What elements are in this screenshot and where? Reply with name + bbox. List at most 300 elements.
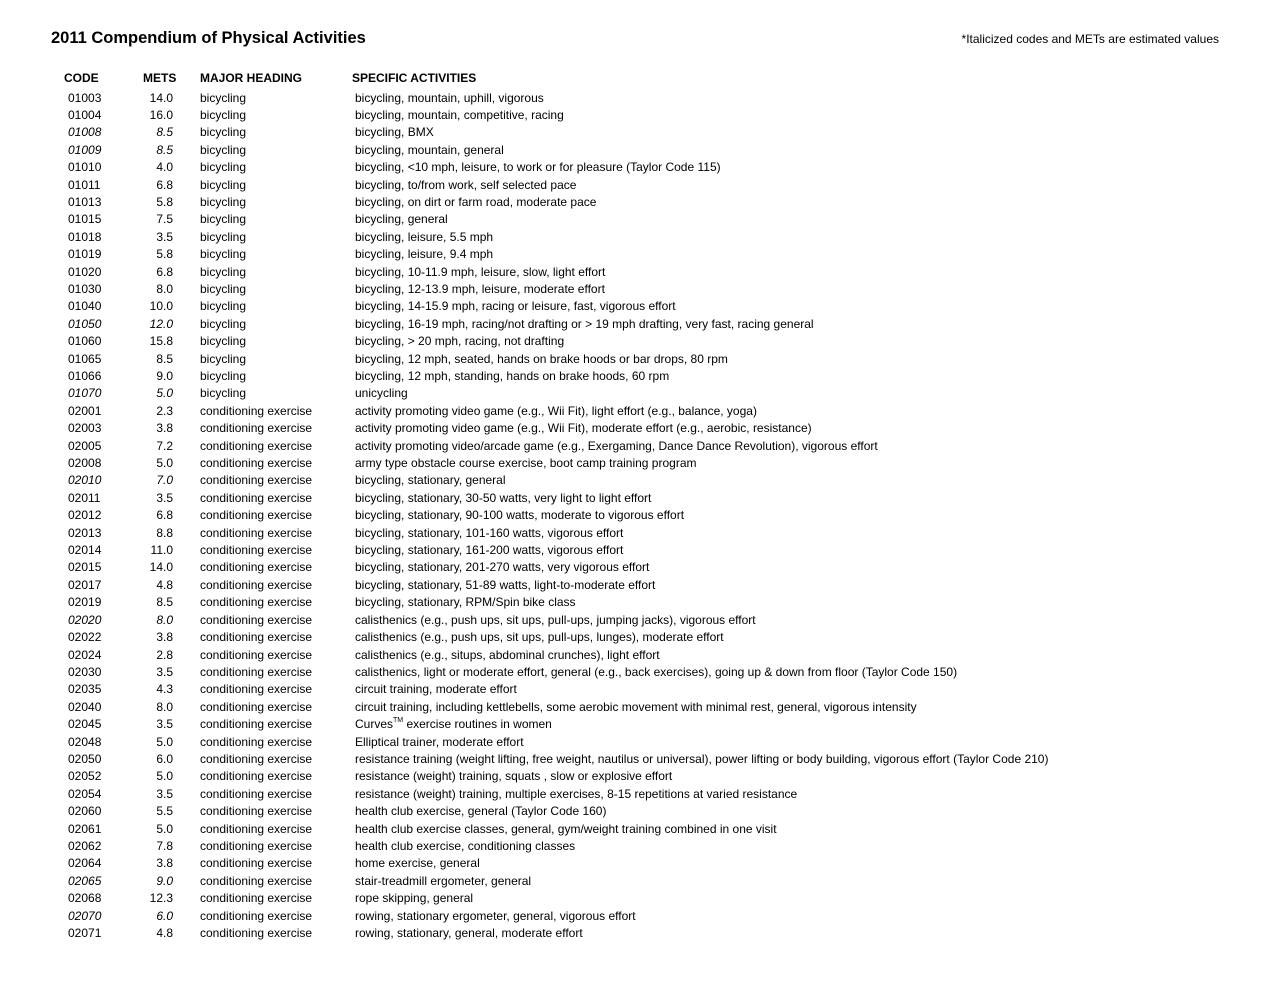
activity-table-body: [0, 90, 1280, 943]
column-header-mets: METS: [143, 71, 177, 85]
specific-activity-text: army type obstacle course exercise, boot camp training program: [355, 456, 697, 471]
major-heading: conditioning exercise: [200, 490, 313, 505]
major-heading: conditioning exercise: [200, 525, 313, 540]
major-heading: conditioning exercise: [200, 438, 313, 453]
specific-activity: [355, 194, 596, 211]
specific-activity: [355, 420, 812, 437]
major-heading: conditioning exercise: [200, 595, 313, 610]
specific-activity: [355, 716, 552, 733]
table-row: [0, 472, 1280, 489]
major-heading: conditioning exercise: [200, 717, 313, 732]
mets-value: 5.0: [156, 456, 173, 471]
specific-activity-text: unicycling: [355, 386, 408, 401]
major-heading: conditioning exercise: [200, 612, 313, 627]
major-heading: bicycling: [200, 194, 247, 209]
mets-value: 3.5: [156, 490, 173, 505]
specific-activity: [355, 298, 676, 315]
table-row: [0, 594, 1280, 611]
column-header-specific-activities: SPECIFIC ACTIVITIES: [352, 71, 477, 85]
table-row: [0, 142, 1280, 159]
table-row: [0, 786, 1280, 803]
specific-activity-text: activity promoting video game (e.g., Wii Fit), light effort (e.g., balance, yoga): [355, 403, 757, 418]
specific-activity-text: Curves: [355, 717, 394, 732]
specific-activity: [355, 281, 605, 298]
specific-activity: [355, 594, 576, 611]
major-heading: conditioning exercise: [200, 421, 313, 436]
table-row: [0, 264, 1280, 281]
activity-code: 01019: [68, 247, 102, 262]
specific-activity: [355, 264, 605, 281]
table-row: [0, 316, 1280, 333]
specific-activity: [355, 246, 493, 263]
specific-activity-text: health club exercise, general (Taylor Code 160): [355, 804, 607, 819]
table-row: [0, 629, 1280, 646]
specific-activity: [355, 490, 651, 507]
specific-activity-text: circuit training, including kettlebells, some aerobic movement with minimal rest, general, vigorous intensity: [355, 699, 917, 714]
mets-value: 8.5: [156, 351, 173, 366]
table-row: [0, 351, 1280, 368]
mets-value: 5.5: [156, 804, 173, 819]
specific-activity-text: resistance (weight) training, multiple exercises, 8-15 repetitions at varied resistance: [355, 786, 798, 801]
table-row: [0, 768, 1280, 785]
specific-activity-text: bicycling, on dirt or farm road, moderate pace: [355, 194, 597, 209]
table-row: [0, 281, 1280, 298]
mets-value: 15.8: [149, 334, 173, 349]
mets-value: 6.8: [156, 177, 173, 192]
activity-code: 02071: [68, 926, 102, 940]
activity-code: 02014: [68, 543, 102, 558]
table-row: [0, 438, 1280, 455]
major-heading: conditioning exercise: [200, 699, 313, 714]
table-row: [0, 420, 1280, 437]
major-heading: conditioning exercise: [200, 908, 313, 923]
specific-activity: [355, 159, 721, 176]
mets-value: 14.0: [149, 560, 173, 575]
activity-code: 01066: [68, 369, 102, 383]
table-row: [0, 664, 1280, 681]
specific-activity-text: bicycling, general: [355, 212, 448, 227]
major-heading: bicycling: [200, 90, 247, 105]
estimated-values-note: *Italicized codes and METs are estimated values: [961, 32, 1219, 46]
specific-activity: [355, 124, 434, 141]
specific-activity-text: bicycling, stationary, 90-100 watts, moderate to vigorous effort: [355, 508, 685, 523]
table-row: [0, 298, 1280, 315]
activity-code: 01015: [68, 212, 102, 227]
specific-activity-text: calisthenics (e.g., push ups, sit ups, pull-ups, lunges), moderate effort: [355, 630, 724, 645]
specific-activity: [355, 142, 504, 159]
activity-code: 02017: [68, 577, 102, 592]
specific-activity: [355, 438, 878, 455]
specific-activity: [355, 664, 957, 681]
mets-value: 3.5: [156, 786, 173, 801]
major-heading: bicycling: [200, 107, 247, 122]
table-row: [0, 403, 1280, 420]
table-row: [0, 716, 1280, 733]
column-header-code: CODE: [64, 71, 99, 85]
major-heading: conditioning exercise: [200, 804, 313, 819]
specific-activity: [355, 177, 576, 194]
specific-activity-text: activity promoting video game (e.g., Wii Fit), moderate effort (e.g., aerobic, resistance): [355, 421, 812, 436]
major-heading: bicycling: [200, 281, 247, 296]
table-row: [0, 559, 1280, 576]
activity-code: 02035: [68, 682, 102, 697]
specific-activity: [355, 908, 636, 925]
table-row: [0, 734, 1280, 751]
major-heading: conditioning exercise: [200, 821, 313, 836]
mets-value: 16.0: [149, 107, 173, 122]
specific-activity: [355, 472, 506, 489]
activity-code: 02040: [68, 699, 102, 714]
activity-code: 02008: [68, 456, 102, 471]
major-heading: conditioning exercise: [200, 647, 313, 662]
activity-code: 02019: [68, 595, 102, 610]
specific-activity: [355, 873, 531, 890]
specific-activity: [355, 699, 917, 716]
activity-code: 02030: [68, 664, 102, 679]
mets-value: 5.0: [156, 769, 173, 784]
activity-code: 02024: [68, 647, 102, 662]
specific-activity: [355, 577, 655, 594]
mets-value: 4.0: [156, 160, 173, 175]
major-heading: bicycling: [200, 299, 247, 314]
table-row: [0, 612, 1280, 629]
specific-activity-text: bicycling, leisure, 5.5 mph: [355, 229, 494, 244]
major-heading: bicycling: [200, 125, 247, 140]
major-heading: bicycling: [200, 351, 247, 366]
specific-activity: [355, 821, 777, 838]
mets-value: 3.8: [156, 856, 173, 871]
activity-code: 01020: [68, 264, 102, 279]
major-heading: bicycling: [200, 316, 247, 331]
mets-value: 6.8: [156, 264, 173, 279]
mets-value: 8.5: [156, 595, 173, 610]
major-heading: conditioning exercise: [200, 456, 313, 471]
major-heading: conditioning exercise: [200, 560, 313, 575]
specific-activity: [355, 925, 583, 942]
activity-code: 02010: [68, 473, 102, 488]
specific-activity-text: bicycling, BMX: [355, 125, 434, 140]
specific-activity: [355, 316, 814, 333]
activity-code: 01060: [68, 334, 102, 349]
table-row: [0, 246, 1280, 263]
specific-activity-text: bicycling, 10-11.9 mph, leisure, slow, light effort: [355, 264, 606, 279]
specific-activity-text: health club exercise, conditioning classes: [355, 838, 576, 853]
specific-activity: [355, 455, 697, 472]
major-heading: conditioning exercise: [200, 838, 313, 853]
table-row: [0, 803, 1280, 820]
activity-code: 02015: [68, 560, 102, 575]
major-heading: conditioning exercise: [200, 751, 313, 766]
specific-activity-text: bicycling, <10 mph, leisure, to work or for pleasure (Taylor Code 115): [355, 160, 721, 175]
table-row: [0, 890, 1280, 907]
specific-activity-text: bicycling, 16-19 mph, racing/not drafting or > 19 mph drafting, very fast, racing general: [355, 316, 814, 331]
major-heading: conditioning exercise: [200, 630, 313, 645]
major-heading: bicycling: [200, 369, 247, 383]
specific-activity: [355, 90, 544, 107]
table-row: [0, 751, 1280, 768]
major-heading: conditioning exercise: [200, 926, 313, 940]
mets-value: 12.0: [149, 316, 173, 331]
specific-activity-text: bicycling, stationary, 101-160 watts, vigorous effort: [355, 525, 624, 540]
table-row: [0, 159, 1280, 176]
major-heading: conditioning exercise: [200, 403, 313, 418]
activity-code: 02068: [68, 891, 102, 906]
specific-activity-text: resistance (weight) training, squats , slow or explosive effort: [355, 769, 673, 784]
activity-code: 02054: [68, 786, 102, 801]
mets-value: 4.3: [156, 682, 173, 697]
specific-activity: [355, 507, 684, 524]
activity-code: 02065: [68, 873, 102, 888]
specific-activity-text: bicycling, mountain, general: [355, 142, 504, 157]
mets-value: 7.8: [156, 838, 173, 853]
mets-value: 7.0: [156, 473, 173, 488]
activity-code: 02052: [68, 769, 102, 784]
mets-value: 3.5: [156, 717, 173, 732]
activity-code: 02070: [68, 908, 102, 923]
major-heading: conditioning exercise: [200, 543, 313, 558]
mets-value: 3.5: [156, 229, 173, 244]
specific-activity-text: bicycling, mountain, uphill, vigorous: [355, 90, 544, 105]
specific-activity: [355, 229, 493, 246]
activity-code: 02061: [68, 821, 102, 836]
activity-code: 01013: [68, 194, 102, 209]
activity-code: 02064: [68, 856, 102, 871]
specific-activity-text: rowing, stationary, general, moderate effort: [355, 926, 583, 940]
mets-value: 5.8: [156, 194, 173, 209]
activity-code: 01040: [68, 299, 102, 314]
specific-activity-text: calisthenics (e.g., push ups, sit ups, pull-ups, jumping jacks), vigorous effort: [355, 612, 756, 627]
specific-activity-text: bicycling, stationary, 201-270 watts, very vigorous effort: [355, 560, 650, 575]
activity-code: 01065: [68, 351, 102, 366]
table-row: [0, 333, 1280, 350]
major-heading: conditioning exercise: [200, 508, 313, 523]
specific-activity: [355, 107, 564, 124]
specific-activity: [355, 647, 660, 664]
mets-value: 4.8: [156, 577, 173, 592]
major-heading: conditioning exercise: [200, 786, 313, 801]
major-heading: conditioning exercise: [200, 664, 313, 679]
table-row: [0, 490, 1280, 507]
specific-activity-text: Elliptical trainer, moderate effort: [355, 734, 524, 749]
specific-activity: [355, 542, 623, 559]
specific-activity: [355, 368, 669, 385]
table-row: [0, 90, 1280, 107]
mets-value: 5.0: [156, 734, 173, 749]
specific-activity-text: calisthenics, light or moderate effort, general (e.g., back exercises), going up & down from floor (Taylor Code 150): [355, 664, 958, 679]
table-row: [0, 385, 1280, 402]
mets-value: 14.0: [149, 90, 173, 105]
activity-code: 01011: [68, 177, 101, 192]
specific-activity-text: bicycling, to/from work, self selected pace: [355, 177, 577, 192]
specific-activity: [355, 803, 606, 820]
activity-code: 02062: [68, 838, 102, 853]
specific-activity: [355, 786, 797, 803]
major-heading: bicycling: [200, 212, 247, 227]
table-row: [0, 124, 1280, 141]
activity-code: 02045: [68, 717, 102, 732]
major-heading: conditioning exercise: [200, 577, 313, 592]
specific-activity: [355, 403, 757, 420]
major-heading: bicycling: [200, 334, 247, 349]
table-row: [0, 229, 1280, 246]
major-heading: bicycling: [200, 264, 247, 279]
activity-code: 01003: [68, 90, 102, 105]
activity-code: 01008: [68, 125, 102, 140]
mets-value: 6.0: [156, 751, 173, 766]
specific-activity-text: circuit training, moderate effort: [355, 682, 517, 697]
activity-code: 02022: [68, 630, 102, 645]
mets-value: 12.3: [149, 891, 173, 906]
major-heading: bicycling: [200, 386, 247, 401]
table-row: [0, 525, 1280, 542]
specific-activity: [355, 525, 623, 542]
specific-activity-text: bicycling, 12 mph, standing, hands on brake hoods, 60 rpm: [355, 369, 670, 383]
activity-code: 02001: [68, 403, 102, 418]
activity-code: 02060: [68, 804, 102, 819]
major-heading: conditioning exercise: [200, 734, 313, 749]
specific-activity: [355, 211, 448, 228]
table-row: [0, 542, 1280, 559]
specific-activity: [355, 855, 480, 872]
specific-activity: [355, 385, 408, 402]
mets-value: 10.0: [149, 299, 173, 314]
activity-code: 02048: [68, 734, 102, 749]
table-row: [0, 368, 1280, 385]
trademark-superscript: TM: [393, 717, 404, 725]
activity-code: 01010: [68, 160, 102, 175]
major-heading: bicycling: [200, 229, 247, 244]
specific-activity-text: bicycling, stationary, RPM/Spin bike class: [355, 595, 576, 610]
major-heading: bicycling: [200, 247, 247, 262]
mets-value: 3.8: [156, 421, 173, 436]
activity-code: 02003: [68, 421, 102, 436]
specific-activity-text: bicycling, 12 mph, seated, hands on brake hoods or bar drops, 80 rpm: [355, 351, 728, 366]
specific-activity-text: health club exercise classes, general, gym/weight training combined in one visit: [355, 821, 777, 836]
table-row: [0, 177, 1280, 194]
specific-activity-text: home exercise, general: [355, 856, 480, 871]
mets-value: 6.0: [156, 908, 173, 923]
table-row: [0, 455, 1280, 472]
major-heading: bicycling: [200, 177, 247, 192]
mets-value: 9.0: [156, 369, 173, 383]
table-row: [0, 577, 1280, 594]
mets-value: 3.5: [156, 664, 173, 679]
table-row: [0, 211, 1280, 228]
table-row: [0, 194, 1280, 211]
table-row: [0, 821, 1280, 838]
specific-activity-text: bicycling, leisure, 9.4 mph: [355, 247, 494, 262]
specific-activity: [355, 768, 672, 785]
activity-code: 01030: [68, 281, 102, 296]
mets-value: 4.8: [156, 926, 173, 940]
specific-activity-text: resistance training (weight lifting, free weight, nautilus or universal), power lifting or body building, vigorous effort (Taylor Code 210): [355, 751, 1049, 766]
mets-value: 9.0: [156, 873, 173, 888]
mets-value: 7.5: [156, 212, 173, 227]
major-heading: conditioning exercise: [200, 682, 313, 697]
table-row: [0, 107, 1280, 124]
specific-activity-text: calisthenics (e.g., situps, abdominal crunches), light effort: [355, 647, 660, 662]
specific-activity: [355, 751, 1048, 768]
mets-value: 8.0: [156, 699, 173, 714]
activity-code: 02011: [68, 490, 101, 505]
activity-code: 01070: [68, 386, 102, 401]
specific-activity-text: rope skipping, general: [355, 891, 474, 906]
activity-code: 02013: [68, 525, 102, 540]
mets-value: 6.8: [156, 508, 173, 523]
specific-activity-text: bicycling, stationary, 51-89 watts, light-to-moderate effort: [355, 577, 656, 592]
specific-activity-text: bicycling, stationary, 161-200 watts, vigorous effort: [355, 543, 624, 558]
specific-activity: [355, 681, 517, 698]
table-row: [0, 681, 1280, 698]
mets-value: 8.0: [156, 281, 173, 296]
mets-value: 7.2: [156, 438, 173, 453]
activity-code: 01018: [68, 229, 102, 244]
activity-code: 02050: [68, 751, 102, 766]
table-row: [0, 838, 1280, 855]
specific-activity-text-continued: exercise routines in women: [403, 717, 552, 732]
specific-activity: [355, 559, 649, 576]
mets-value: 8.0: [156, 612, 173, 627]
activity-code: 02005: [68, 438, 102, 453]
specific-activity: [355, 734, 524, 751]
activity-code: 01004: [68, 107, 102, 122]
specific-activity: [355, 629, 724, 646]
specific-activity-text: bicycling, mountain, competitive, racing: [355, 107, 564, 122]
page-title: 2011 Compendium of Physical Activities: [51, 29, 366, 47]
mets-value: 3.8: [156, 630, 173, 645]
specific-activity-text: bicycling, stationary, general: [355, 473, 506, 488]
specific-activity: [355, 333, 564, 350]
specific-activity-text: stair-treadmill ergometer, general: [355, 873, 532, 888]
mets-value: 8.5: [156, 125, 173, 140]
specific-activity-text: bicycling, 14-15.9 mph, racing or leisure, fast, vigorous effort: [355, 299, 676, 314]
mets-value: 8.5: [156, 142, 173, 157]
specific-activity-text: activity promoting video/arcade game (e.g., Exergaming, Dance Dance Revolution), vigorous effort: [355, 438, 878, 453]
mets-value: 5.0: [156, 821, 173, 836]
table-row: [0, 908, 1280, 925]
table-header: [0, 71, 1280, 87]
major-heading: bicycling: [200, 160, 247, 175]
table-row: [0, 873, 1280, 890]
column-header-major-heading: MAJOR HEADING: [200, 71, 303, 85]
mets-value: 8.8: [156, 525, 173, 540]
mets-value: 2.3: [156, 403, 173, 418]
specific-activity-text: rowing, stationary ergometer, general, vigorous effort: [355, 908, 636, 923]
table-row: [0, 925, 1280, 942]
major-heading: conditioning exercise: [200, 769, 313, 784]
specific-activity: [355, 838, 575, 855]
table-row: [0, 647, 1280, 664]
major-heading: conditioning exercise: [200, 473, 313, 488]
major-heading: conditioning exercise: [200, 856, 313, 871]
activity-code: 01009: [68, 142, 102, 157]
table-row: [0, 699, 1280, 716]
mets-value: 2.8: [156, 647, 173, 662]
major-heading: conditioning exercise: [200, 873, 313, 888]
specific-activity-text: bicycling, > 20 mph, racing, not drafting: [355, 334, 565, 349]
major-heading: conditioning exercise: [200, 891, 313, 906]
specific-activity: [355, 612, 756, 629]
mets-value: 11.0: [150, 543, 173, 558]
specific-activity: [355, 890, 473, 907]
activity-code: 02012: [68, 508, 102, 523]
specific-activity-text: bicycling, 12-13.9 mph, leisure, moderate effort: [355, 281, 605, 296]
table-row: [0, 507, 1280, 524]
specific-activity: [355, 351, 728, 368]
table-row: [0, 855, 1280, 872]
major-heading: bicycling: [200, 142, 247, 157]
mets-value: 5.8: [156, 247, 173, 262]
